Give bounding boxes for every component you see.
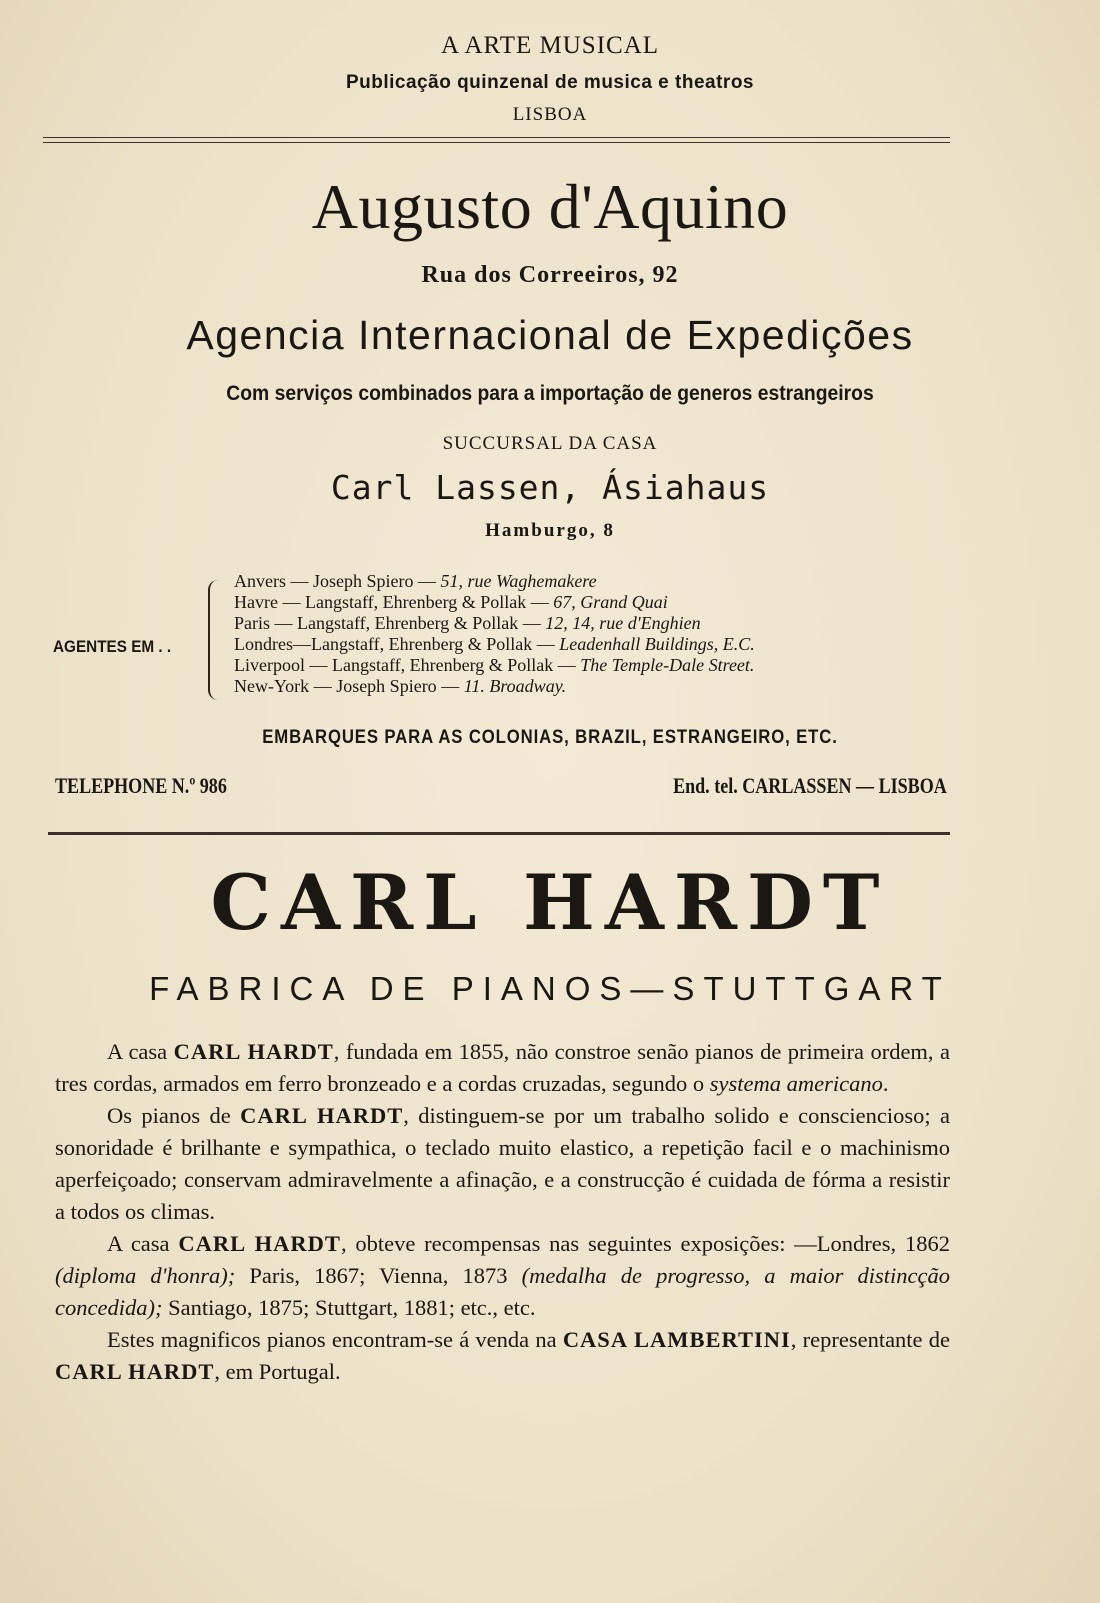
shipping-line: EMBARQUES PARA AS COLONIAS, BRAZIL, ESTRANGEIRO, ETC. <box>262 727 838 748</box>
agent-row-anvers: Anvers — Joseph Spiero — 51, rue Waghemakere <box>234 571 597 591</box>
paragraph-quality: Os pianos de CARL HARDT, distinguem-se por um trabalho solido e consciencioso; a sonoridade é brilhante e sympathica, o teclado muito elastico, a repetição facil e o machinismo aperfeiçoado; conservam admiravelmente a afinação, e a construcção é cuidada de fórma a resistir a todos os climas. <box>55 1103 950 1224</box>
agents-label: AGENTES EM . . <box>53 637 172 656</box>
advertiser-name: Augusto d'Aquino <box>311 171 789 242</box>
services-line: Com serviços combinados para a importação de generos estrangeiros <box>226 382 874 405</box>
masthead-title: A ARTE MUSICAL <box>440 32 660 59</box>
agent-row-liverpool: Liverpool — Langstaff, Ehrenberg & Pollak — The Temple-Dale Street. <box>234 655 755 675</box>
telephone-number: TELEPHONE N.º 986 <box>55 773 227 798</box>
agency-title: Agencia Internacional de Expedições <box>186 312 914 358</box>
parent-company-city: Hamburgo, 8 <box>485 520 615 541</box>
masthead-subtitle: Publicação quinzenal de musica e theatros <box>345 72 754 93</box>
branch-label: SUCCURSAL DA CASA <box>442 433 658 454</box>
advertiser-address: Rua dos Correeiros, 92 <box>421 262 679 288</box>
paragraph-retailer: Estes magnificos pianos encontram-se á venda na CASA LAMBERTINI, representante de CARL HARDT, em Portugal. <box>55 1327 950 1384</box>
agent-row-paris: Paris — Langstaff, Ehrenberg & Pollak — 12, 14, rue d'Enghien <box>234 613 701 633</box>
parent-company: Carl Lassen, Ásiahaus <box>330 468 770 507</box>
paragraph-history: A casa CARL HARDT, fundada em 1855, não constroe senão pianos de primeira ordem, a tres cordas, armados em ferro bronzeado e a cordas cruzadas, segundo o systema americano. <box>55 1039 950 1096</box>
piano-factory-tagline: FABRICA DE PIANOS—STUTTGART <box>149 970 951 1007</box>
piano-ad-body <box>55 1036 950 1388</box>
paragraph-awards: A casa CARL HARDT, obteve recompensas nas seguintes exposições: —Londres, 1862 (diploma d'honra); Paris, 1867; Vienna, 1873 (medalha de progresso, a maior distincção concedida); Santiago, 1875; Stuttgart, 1881; etc., etc. <box>55 1231 950 1320</box>
masthead-rule-bottom <box>43 142 950 143</box>
piano-brand-title: CARL HARDT <box>210 858 890 947</box>
agent-row-havre: Havre — Langstaff, Ehrenberg & Pollak — 67, Grand Quai <box>234 592 668 612</box>
agent-row-new-york: New-York — Joseph Spiero — 11. Broadway. <box>234 676 567 696</box>
agent-row-londres: Londres—Langstaff, Ehrenberg & Pollak — Leadenhall Buildings, E.C. <box>234 634 755 654</box>
agents-list <box>234 571 755 697</box>
masthead-rule-top <box>43 137 950 138</box>
telegraph-address: End. tel. CARLASSEN — LISBOA <box>673 773 947 798</box>
masthead-city: LISBOA <box>512 104 588 125</box>
agents-brace <box>208 580 224 700</box>
section-divider <box>48 832 950 835</box>
